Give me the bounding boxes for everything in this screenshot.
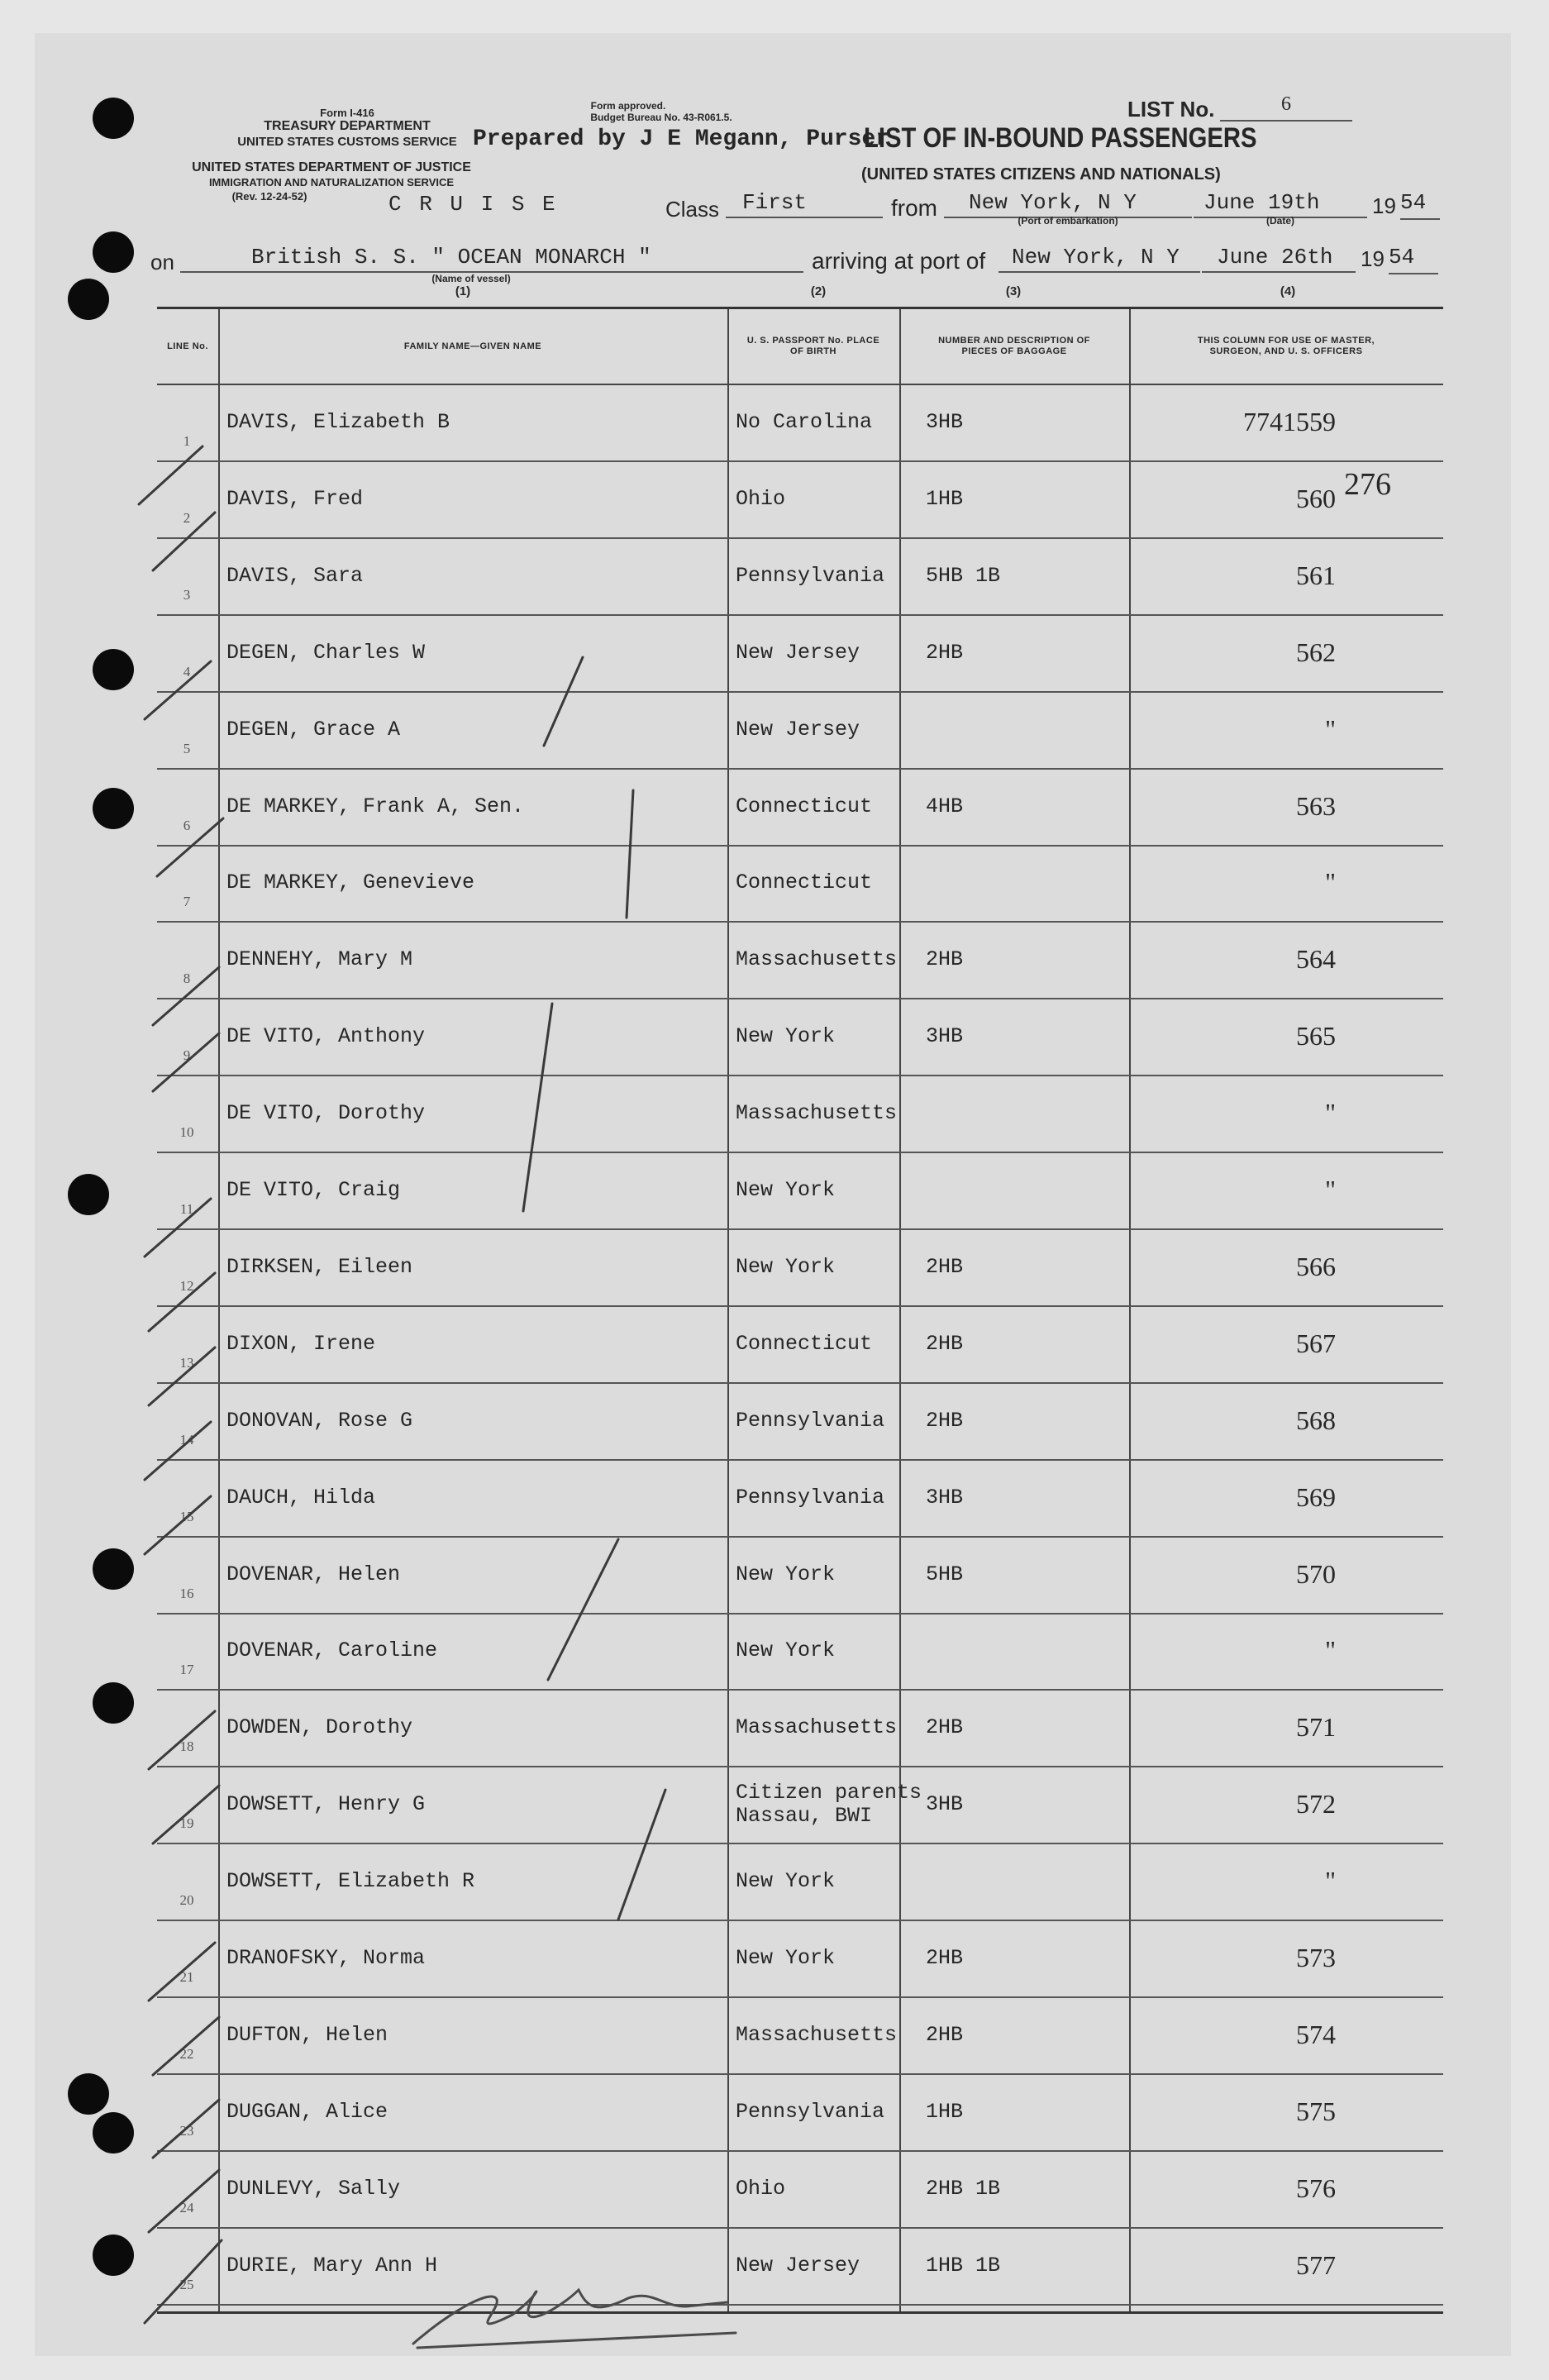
baggage — [926, 1075, 1124, 1152]
baggage: 1HB 1B — [926, 2253, 1001, 2277]
place-of-birth: New York — [736, 1638, 836, 1663]
table-row — [157, 1689, 1443, 1767]
baggage: 3HB — [926, 1485, 964, 1510]
officer-number: 568 — [1296, 1405, 1336, 1435]
officer-number: 561 — [1296, 560, 1336, 590]
officer-number: " — [1324, 1635, 1336, 1666]
line-number: 17 — [179, 1662, 194, 1678]
table-row — [157, 1766, 1443, 1844]
officer-number: 562 — [1296, 637, 1336, 667]
punch-hole-icon — [93, 2235, 134, 2276]
place-of-birth: Connecticut — [736, 870, 873, 895]
passenger-name: DIXON, Irene — [226, 1331, 376, 1356]
line-number: 11 — [179, 1201, 194, 1217]
baggage: 3HB — [926, 1024, 964, 1049]
budget-bureau: Budget Bureau No. 43-R061.5. — [590, 112, 732, 123]
passenger-name: DOWSETT, Elizabeth R — [226, 1869, 475, 1894]
passenger-name: DAVIS, Fred — [226, 486, 364, 511]
baggage: 2HB — [926, 1331, 964, 1356]
officer-number: 575 — [1296, 2096, 1336, 2126]
passenger-name: DE VITO, Craig — [226, 1178, 401, 1202]
passenger-name: DENNEHY, Mary M — [226, 947, 413, 972]
officer-number: 572 — [1296, 1789, 1336, 1820]
punch-hole-icon — [93, 788, 134, 829]
baggage: 5HB 1B — [926, 563, 1001, 588]
line-number: 14 — [179, 1431, 194, 1448]
baggage: 3HB — [926, 410, 964, 434]
passenger-name: DONOVAN, Rose G — [226, 1408, 413, 1433]
place-line-1: Citizen parents — [736, 1780, 922, 1805]
officer-number: " — [1324, 1098, 1336, 1128]
date-caption: (Date) — [1265, 215, 1294, 227]
place-of-birth: Ohio — [736, 486, 786, 511]
line-number: 19 — [179, 1815, 194, 1832]
table-row — [157, 998, 1443, 1076]
punch-hole-icon — [93, 1548, 134, 1590]
place-of-birth: Connecticut — [736, 794, 873, 818]
header-baggage: NUMBER AND DESCRIPTION OF PIECES OF BAGGAGE — [938, 336, 1090, 356]
place-of-birth: Pennsylvania — [736, 1408, 885, 1433]
from-date: June 19th — [1194, 190, 1367, 218]
passenger-name: DRANOFSKY, Norma — [226, 1946, 426, 1970]
officer-number: 573 — [1296, 1943, 1336, 1972]
place-of-birth: New Jersey — [736, 2253, 860, 2277]
place-of-birth: New York — [736, 1946, 836, 1970]
officer-number: 565 — [1296, 1021, 1336, 1052]
table-row — [157, 1228, 1443, 1307]
table-row — [157, 1459, 1443, 1538]
place-of-birth: New Jersey — [736, 717, 860, 742]
officer-number: 7741559 — [1243, 407, 1336, 436]
passenger-name: DOWDEN, Dorothy — [226, 1715, 413, 1740]
arrival-year-prefix: 19 — [1361, 246, 1385, 271]
arriving-label: arriving at port of — [812, 248, 986, 274]
baggage: 4HB — [926, 794, 964, 818]
header-passport: U. S. PASSPORT No. PLACE OF BIRTH — [746, 336, 880, 356]
line-number: 3 — [183, 586, 191, 603]
table-row — [157, 1536, 1443, 1614]
class-value: First — [726, 190, 883, 218]
officer-number: " — [1324, 1866, 1336, 1896]
passenger-name: DOVENAR, Helen — [226, 1562, 401, 1586]
line-number: 4 — [183, 663, 191, 680]
baggage: 2HB — [926, 1254, 964, 1279]
passenger-name: DUNLEVY, Sally — [226, 2176, 401, 2201]
passenger-name: DOVENAR, Caroline — [226, 1638, 438, 1663]
passenger-name: DE MARKEY, Genevieve — [226, 870, 475, 895]
officer-number: " — [1324, 713, 1336, 744]
baggage: 1HB — [926, 2099, 964, 2124]
passenger-name: DAUCH, Hilda — [226, 1485, 376, 1510]
officer-number: 574 — [1296, 2019, 1336, 2049]
col-number-1: (1) — [455, 284, 471, 298]
justice-dept: UNITED STATES DEPARTMENT OF JUSTICE — [192, 160, 471, 174]
line-number: 20 — [179, 1892, 194, 1909]
vessel-name: British S. S. " OCEAN MONARCH " — [180, 245, 803, 273]
arrival-year: 54 — [1389, 245, 1438, 274]
on-label: on — [150, 250, 174, 274]
baggage: 1HB — [926, 486, 964, 511]
table-row — [157, 384, 1443, 462]
punch-hole-icon — [93, 2112, 134, 2153]
place-of-birth: Pennsylvania — [736, 2099, 885, 2124]
line-number: 5 — [183, 740, 191, 756]
subtitle: (UNITED STATES CITIZENS AND NATIONALS) — [861, 165, 1221, 184]
line-number: 9 — [183, 1047, 191, 1064]
line-number: 15 — [179, 1508, 194, 1524]
officer-number: 577 — [1296, 2249, 1336, 2280]
table-row — [157, 1305, 1443, 1384]
revision-date: (Rev. 12-24-52) — [231, 190, 307, 203]
side-note: 276 — [1344, 467, 1391, 502]
punch-hole-icon — [93, 98, 134, 139]
table-row — [157, 1612, 1443, 1691]
line-number: 10 — [179, 1124, 194, 1141]
baggage — [926, 1843, 1124, 1920]
list-no-value: 6 — [1220, 93, 1352, 122]
place-of-birth: Massachusetts — [736, 1715, 898, 1740]
baggage: 2HB — [926, 1408, 964, 1433]
from-port: New York, N Y — [944, 190, 1192, 218]
table-row — [157, 1843, 1443, 1921]
place-of-birth: Connecticut — [736, 1331, 873, 1356]
port-caption: (Port of embarkation) — [1018, 215, 1118, 227]
passenger-name: DURIE, Mary Ann H — [226, 2253, 438, 2277]
place-of-birth — [736, 1766, 922, 1843]
from-label: from — [891, 195, 937, 221]
table-row — [157, 2073, 1443, 2152]
table-row — [157, 1382, 1443, 1461]
place-of-birth: New York — [736, 1024, 836, 1049]
line-number: 24 — [179, 2199, 194, 2215]
col-number-3: (3) — [1005, 284, 1022, 298]
from-year: 54 — [1400, 190, 1440, 220]
baggage: 2HB — [926, 2022, 964, 2047]
arrival-date: June 26th — [1202, 245, 1356, 273]
col-number-2: (2) — [810, 284, 827, 298]
officer-number: 576 — [1296, 2173, 1336, 2203]
punch-hole-icon — [68, 279, 109, 320]
place-of-birth: New Jersey — [736, 640, 860, 665]
line-number: 23 — [179, 2122, 194, 2139]
place-of-birth: New York — [736, 1562, 836, 1586]
baggage: 2HB 1B — [926, 2176, 1001, 2201]
baggage: 2HB — [926, 947, 964, 972]
place-of-birth: New York — [736, 1869, 836, 1894]
officer-number: " — [1324, 1175, 1336, 1204]
passenger-name: DE MARKEY, Frank A, Sen. — [226, 794, 525, 818]
table-row — [157, 2150, 1443, 2229]
line-number: 22 — [179, 2045, 194, 2062]
table-row — [157, 691, 1443, 770]
table-row — [157, 1075, 1443, 1153]
table-row — [157, 1152, 1443, 1230]
place-of-birth: Pennsylvania — [736, 1485, 885, 1510]
officer-number: 564 — [1296, 944, 1336, 975]
document-title: LIST OF IN-BOUND PASSENGERS — [864, 122, 1257, 154]
passenger-name: DOWSETT, Henry G — [226, 1792, 426, 1817]
punch-hole-icon — [93, 231, 134, 273]
line-number: 13 — [179, 1354, 194, 1371]
officer-number: 560 — [1296, 483, 1336, 513]
table-row — [157, 2227, 1443, 2306]
customs-service: UNITED STATES CUSTOMS SERVICE — [237, 135, 457, 149]
baggage — [926, 691, 1124, 768]
officer-number: 567 — [1296, 1328, 1336, 1358]
place-of-birth: Massachusetts — [736, 1101, 898, 1126]
vessel-caption: (Name of vessel) — [431, 273, 511, 284]
punch-hole-icon — [68, 1174, 109, 1215]
baggage: 2HB — [926, 1715, 964, 1740]
table-row — [157, 768, 1443, 847]
passenger-name: DAVIS, Sara — [226, 563, 364, 588]
officer-number: 569 — [1296, 1481, 1336, 1512]
punch-hole-icon — [93, 649, 134, 690]
line-number: 25 — [179, 2276, 194, 2292]
baggage — [926, 844, 1124, 921]
place-line-2: Nassau, BWI — [736, 1803, 873, 1828]
passenger-name: DAVIS, Elizabeth B — [226, 410, 450, 434]
passenger-name: DEGEN, Charles W — [226, 640, 426, 665]
table-row — [157, 921, 1443, 999]
passenger-name: DIRKSEN, Eileen — [226, 1254, 413, 1279]
table-row — [157, 844, 1443, 923]
passenger-name: DE VITO, Anthony — [226, 1024, 426, 1049]
treasury-dept: TREASURY DEPARTMENT — [264, 119, 431, 133]
table-row — [157, 1996, 1443, 2075]
baggage: 2HB — [926, 1946, 964, 1970]
place-of-birth: Massachusetts — [736, 947, 898, 972]
place-of-birth: New York — [736, 1254, 836, 1279]
immigration-service: IMMIGRATION AND NATURALIZATION SERVICE — [208, 176, 455, 188]
line-number: 2 — [183, 509, 191, 526]
table-row — [157, 614, 1443, 693]
header-officers: THIS COLUMN FOR USE OF MASTER, SURGEON, AND U. S. OFFICERS — [1197, 336, 1375, 356]
baggage: 5HB — [926, 1562, 964, 1586]
baggage — [926, 1152, 1124, 1228]
table-header — [157, 309, 1443, 385]
baggage: 2HB — [926, 640, 964, 665]
line-number: 1 — [183, 433, 191, 449]
table-row — [157, 537, 1443, 616]
place-of-birth: Ohio — [736, 2176, 786, 2201]
place-of-birth: New York — [736, 1178, 836, 1202]
line-number: 18 — [179, 1738, 194, 1755]
line-number: 8 — [183, 971, 191, 987]
arrival-port: New York, N Y — [999, 245, 1200, 273]
line-number: 16 — [179, 1585, 194, 1601]
officer-number: 571 — [1296, 1712, 1336, 1743]
officer-number: 566 — [1296, 1251, 1336, 1281]
line-number: 21 — [179, 1969, 194, 1985]
passenger-name: DUFTON, Helen — [226, 2022, 388, 2047]
place-of-birth: No Carolina — [736, 410, 873, 434]
passenger-name: DUGGAN, Alice — [226, 2099, 388, 2124]
list-no-label: LIST No. — [1127, 97, 1215, 122]
place-of-birth: Massachusetts — [736, 2022, 898, 2047]
line-number: 6 — [183, 817, 191, 833]
baggage: 3HB — [926, 1792, 964, 1817]
baggage — [926, 1612, 1124, 1689]
punch-hole-icon — [93, 1682, 134, 1724]
line-number: 7 — [183, 894, 191, 910]
cruise-label: C R U I S E — [388, 192, 558, 217]
passenger-table — [157, 307, 1443, 2314]
line-number: 12 — [179, 1277, 194, 1294]
from-year-prefix: 19 — [1372, 193, 1396, 218]
header-line-no: LINE No. — [167, 341, 208, 351]
prepared-by: Prepared by J E Megann, Purser — [473, 126, 890, 152]
table-row — [157, 1920, 1443, 1998]
form-number: Form I-416 — [320, 107, 374, 119]
place-of-birth: Pennsylvania — [736, 563, 885, 588]
passenger-name: DE VITO, Dorothy — [226, 1101, 426, 1126]
officer-number: " — [1324, 867, 1336, 898]
officer-number: 570 — [1296, 1558, 1336, 1589]
class-label: Class — [665, 197, 720, 222]
col-number-4: (4) — [1280, 284, 1296, 298]
form-approval: Form approved. — [590, 100, 666, 112]
officer-number: 563 — [1296, 790, 1336, 821]
header-name: FAMILY NAME—GIVEN NAME — [403, 341, 542, 351]
table-row — [157, 460, 1443, 539]
punch-hole-icon — [68, 2073, 109, 2115]
passenger-name: DEGEN, Grace A — [226, 717, 401, 742]
